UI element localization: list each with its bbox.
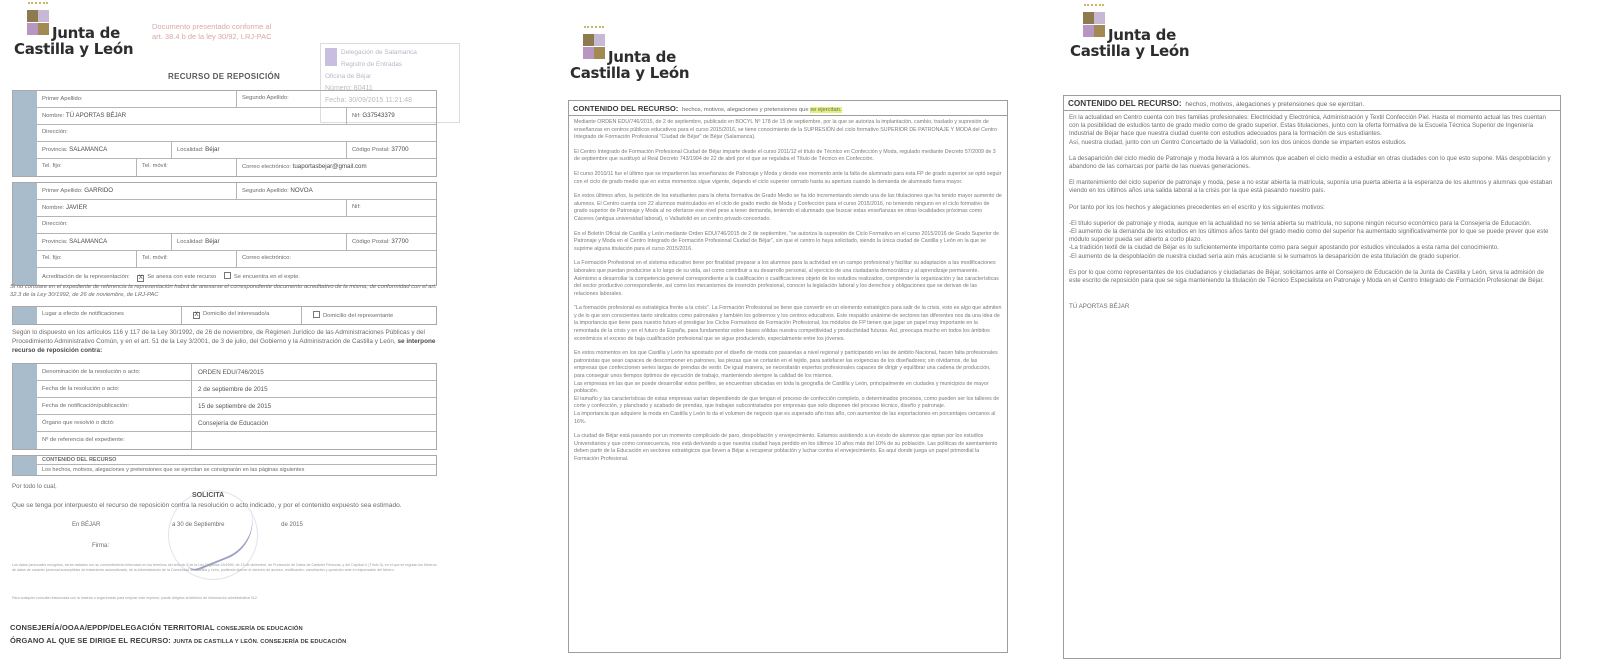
applicant-section	[12, 90, 437, 177]
logo-line-1: Junta de	[1108, 26, 1176, 44]
rep-first-surname[interactable]: Primer Apellido: GARRIDO	[37, 183, 237, 199]
junta-logo	[1070, 4, 1190, 64]
content-box	[568, 100, 1008, 653]
paragraph: La ciudad de Béjar está pasando por un momento complicado de paro, despoblación y envejecimiento. Estamos asistiendo a un éxodo de alumnos que optan por los estudios Universitarios y que como consecuencia, nos está derivando a que nuestra ciudad haya perdido en los últimos 10 años más del 10% de su población. Las políticas de asentamiento deben partir de la Educación en sectores estratégicos que lleven a Béjar a recuperar población y luchar contra el envejecimiento. Es aquí donde juega un papel primordial la Formación Profesional.	[574, 433, 998, 462]
paragraph: El tamaño y las características de estas empresas varían dependiendo de que tengan el proceso de confección completo, o determinados procesos, como pueden ser los talleres de corte y confección, y planchado y acabado de prendas, que trabajan subcontratados por empresas que solo disponen del proceso técnico, diseño y patronaje.	[574, 395, 1000, 410]
registry-line-2: Registro de Entradas	[341, 61, 403, 68]
logo-line-2: Castilla y León	[1070, 42, 1190, 60]
notify-rep-option[interactable]: Domicilio del representante	[302, 307, 436, 324]
content-text: Los hechos, motivos, alegaciones y pretensiones que se ejercitan se consignarán en las páginas siguientes	[42, 467, 305, 473]
registry-crest-icon	[325, 48, 337, 66]
paragraph: Por tanto por los los hechos y alegaciones precedentes en el escrito y los siguientes motivos:	[1069, 203, 1325, 211]
paragraph: La desaparición del ciclo medio de Patronaje y moda llevará a los alumnos que acaben el ciclo medio a estudiar en otras ciudades con lo que esto supone. Más despoblación y abandono de las comarcas por parte de las nuevas generaciones.	[1069, 154, 1551, 171]
highlighted-text: se ejercitan.	[810, 107, 842, 113]
resolution-row: Denominación de la resolución o acto: ORDEN EDU/746/2015	[37, 364, 436, 381]
paragraph: La Formación Profesional en el sistema educativo tiene por finalidad preparar a los alumnos para la actividad en un campo profesional y facilitar su adaptación a las modificaciones laborales que puedan producirse a lo largo de su vida, así como contribuir a su desarrollo personal, al ejercicio de una ciudadanía democrática y al aprendizaje permanente. Asimismo a desarrollar la competencia general correspondiente a la cualificación o cualificaciones objeto de los estudios realizados, comprender la organización y las características del sector productivo correspondiente, así como los mecanismos de inserción profesional, conocer la legislación laboral y los derechos y obligaciones que se derivan de las relaciones laborales.	[574, 260, 999, 297]
coat-of-arms-icon	[582, 26, 606, 62]
registry-line-3: Oficina de Béjar	[325, 73, 372, 80]
applicant-mobile[interactable]: Tel. móvil:	[137, 159, 237, 176]
resolution-name-field[interactable]: ORDEN EDU/746/2015	[198, 369, 264, 376]
legal-basis-text: Según lo dispuesto en los artículos 116 y 117 de la Ley 30/1992, de 26 de noviembre, de Régimen Jurídico de las Administraciones Públicas y del Procedimiento Administrativo Común, y en el art. 51 de la Ley 3/2001, de 3 de julio, del Gobierno y la Administración de Castilla y León, se interpone recurso de reposición contra:	[12, 329, 436, 354]
list-item: -El aumento de la demanda de los estudios en los últimos años tanto del grado medio como del superior ha aumentado significativamente por lo que se puede prever que este módulo superior pueda ser abierto a corto plazo.	[1069, 228, 1549, 244]
privacy-notice: Los datos personales recogidos, serán tratados con su consentimiento informado en los términos del artículo 5 de la Ley Orgánica 15/1999, de 13 de diciembre, de Protección de Datos de Carácter Personal, y del Capítulo II (Título II), en el que se regulan los ficheros de datos de carácter personal susceptibles de tratamiento automatizado, de la Administración de la Comunidad de Castilla y León, pudiendo ejercer el derecho de acceso, rectificación, cancelación y oposición ante el responsable del fichero.	[12, 563, 437, 572]
solicita-heading: SOLICITA	[192, 492, 225, 499]
paragraph: El curso 2010/11 fue el último que se impartieron las enseñanzas de Patronaje y Moda y desde ese momento ante la falta de alumnado para esta FP de grado superior se optó seguir con el ciclo de grado medio que en estos momentos sigue vigente, dejando el ciclo superior cerrado hasta su apertura cuando la demanda de alumnado fuera mayor.	[574, 170, 1002, 185]
paragraph: "La formación profesional es estratégica frente a la crisis". La Formación Profesional se tiene que convertir en un elemento estratégico para salir de la crisis, esto es algo que admiten y de lo que son conscientes tanto sindicatos como patronales y también los gobiernos y los centros educativos. Este respaldo unánime de sectores tan diferentes nos da una idea de la importancia que tiene para nuestro futuro el prestigiar los Ciclos Formativos de Formación Profesional, los módulos de FP tienen que jugar un papel muy importante en la remontada de la crisis y en el futuro de España, para fundamentar sobre bases sólidas nuestra competitividad y productividad futuras. Así, preocupa mucho en todos los ámbitos económicos el exceso de baja cualificación profesional que se sigue produciendo, especialmente entre los jóvenes.	[574, 305, 1002, 342]
paragraph: En el Boletín Oficial de Castilla y León mediante Orden EDU/746/2015 de 2 de septiembre, "se autoriza la supresión de Ciclo Formativo en el curso 2015/2016 de Grado Superior de Patronaje y Moda en el Centro Integrado de Formación Profesional Ciudad de Béjar", sin que el centro lo haya solicitado, siendo la única ciudad de Castilla y León en la que se suprime alguna titulación para el curso 2015/2016.	[574, 230, 999, 252]
applicant-address[interactable]: Dirección:	[42, 129, 68, 135]
registry-number: Número: 80411	[325, 85, 373, 92]
page-2-content	[560, 0, 1010, 659]
applicant-landline[interactable]: Tel. fijo:	[37, 159, 137, 176]
rep-email[interactable]: Correo electrónico:	[242, 255, 291, 261]
recipient-footer: CONSEJERÍA/OOAA/EPDP/DELEGACIÓN TERRITORIAL CONSEJERÍA DE EDUCACIÓN ÓRGANO AL QUE SE DIRIGE EL RECURSO: JUNTA DE CASTILLA Y LEÓN. CONSEJERÍA DE EDUCACIÓN	[10, 623, 347, 645]
paragraph: En estos últimos años, la petición de los estudiantes para la oferta formativa de Grado Medio se ha ido incrementando siendo una de las titulaciones que ha tenido mayor aumento de alumnos. El Centro cuenta con 22 alumnos matriculados en el ciclo de grado medio de Moda y Confección para el curso 2015/2016, no teniendo ninguno en el ciclo formativo de grado superior de Patronaje y Moda al no ofertarse ese nivel pese a tener demanda, teniendo el alumnado que buscar estas enseñanzas en otras localidades próximas como Cáceres (antigua universidad laboral), o Valladolid en un centro privado concertado.	[574, 193, 1002, 222]
content-body	[1064, 111, 1560, 311]
content-header: CONTENIDO DEL RECURSO: hechos, motivos, alegaciones y pretensiones que se ejercitan.	[569, 101, 1007, 116]
applicant-province[interactable]: Provincia: SALAMANCA	[37, 142, 172, 158]
applicant-locality[interactable]: Localidad: Béjar	[172, 142, 347, 158]
registry-date: Fecha: 30/09/2015 11:21:48	[325, 97, 413, 104]
solicita-text: Que se tenga por interpuesto el recurso de reposición contra la resolución o acto indicado, y por el contenido expuesto sea estimado.	[12, 502, 402, 509]
applicant-postcode[interactable]: Código Postal: 37700	[352, 146, 409, 153]
section-side-label	[13, 183, 37, 285]
applicant-name[interactable]: Nombre: TÚ APORTAS BÉJAR	[37, 108, 347, 124]
representation-note: Si no constare en el expediente de referencia la representación habrá de anexarse el correspondiente documento acreditativo de la misma, de conformidad con el art. 32.3 de la Ley 30/1992, de 26 de noviembre, de LRJ-PAC	[10, 284, 437, 298]
resolution-section	[12, 363, 437, 450]
section-side-label	[13, 91, 37, 176]
checkbox-rep-address[interactable]	[313, 311, 320, 318]
signature-label: Firma:	[92, 543, 109, 549]
submission-stamp: Documento presentado conforme al art. 38.4 b de la ley 30/92, LRJ-PAC	[152, 22, 272, 41]
applicant-second-surname[interactable]: Segundo Apellido:	[242, 95, 289, 101]
help-notice: Para cualquier consulta relacionada con la materia o sugerencias para mejorar este impreso, puede dirigirse al teléfono de información administrativa 012.	[12, 596, 258, 600]
applicant-first-surname[interactable]: Primer Apellido:	[37, 91, 237, 107]
paragraph: En estos momentos en los que Castilla y León ha apostado por el diseño de moda con pasarelas a nivel regional y participando en las de ámbito Nacional, hacen falta profesionales patronistas que sean capaces de descomponer en patrones, las piezas que se cortarán en el tejido, para satisfacer las exigencias de los diseñadores; sin olvidarnos, de las empresas que confeccionen series largas de prendas de vestir. De igual manera, se necesitarán expertos profesionales capaces de dirigir y equilibrar una cadena de producción, para conseguir unos tiempos óptimos de ejecución de trabajo, manteniendo siempre la calidad de los mismos.	[574, 350, 998, 380]
content-title: CONTENIDO DEL RECURSO	[42, 457, 117, 463]
content-header: CONTENIDO DEL RECURSO: hechos, motivos, alegaciones y pretensiones que se ejercitan.	[1064, 96, 1560, 111]
paragraph: El mantenimiento del ciclo superior de patronaje y moda, pese a no estar abierta la matrícula, suponía una puerta abierta a la esperanza de los alumnos y alumnas que estaban viendo en los últimos años una salida laboral a la crisis por la que está pasando nuestro país.	[1069, 179, 1553, 195]
rep-mobile[interactable]: Tel. móvil:	[137, 251, 237, 267]
paragraph: En la actualidad en Centro cuenta con tres familias profesionales: Electricidad y Electrónica, Administración y Textil Confección Piel. Hasta el momento actual las tres cuentan con la posibilidad de estudios tanto de grado medio como de grado superior. Estas titulaciones, junto con la oferta formativa de la Escuela Técnica Superior de Ingeniería Industrial de Béjar hace que nuestra ciudad cuente con estudios adecuados para la formación de sus estudiantes.	[1069, 114, 1546, 138]
publication-date-field[interactable]: 15 de septiembre de 2015	[198, 403, 272, 410]
list-item: -La tradición textil de la ciudad de Béjar es lo suficientemente importante como para seguir apostando por estudios vinculados a esta rama del conocimiento.	[1069, 244, 1499, 252]
resolution-row: Fecha de notificación/publicación: 15 de septiembre de 2015	[37, 398, 436, 415]
content-box	[1063, 95, 1561, 659]
page-3-content	[1068, 0, 1600, 659]
coat-of-arms-icon	[1082, 4, 1106, 40]
applicant-email[interactable]: Correo electrónico: tuaportasbejar@gmail.com	[242, 163, 367, 170]
resolution-row: Órgano que resolvió o dictó: Consejería de Educación	[37, 415, 436, 432]
representative-section	[12, 182, 437, 286]
checkbox-in-file[interactable]	[224, 272, 231, 279]
logo-line-2: Castilla y León	[14, 40, 134, 58]
logo-line-2: Castilla y León	[570, 64, 690, 82]
paragraph: Es por lo que como representantes de los ciudadanos y ciudadanas de Béjar, solicitamos ante el Consejero de Educación de la Junta de Castilla y León, sirva la admisión de este escrito de reposición para que se siga manteniendo la titulación de Técnico Especialista en Patronaje y Moda en el Centro Integrado de Formación Profesional de Béjar.	[1069, 268, 1545, 285]
applicant-nif[interactable]: Nif: G37543379	[352, 112, 395, 119]
registry-line-1: Delegación de Salamanca	[341, 49, 417, 56]
section-side-label	[13, 364, 37, 449]
resolution-row: Fecha de la resolución o acto: 2 de septiembre de 2015	[37, 381, 436, 398]
rep-name[interactable]: Nombre: JAVIER	[37, 200, 347, 216]
junta-logo	[570, 26, 690, 86]
por-todo-text: Por todo lo cual,	[12, 483, 57, 490]
logo-line-1: Junta de	[52, 24, 120, 42]
paragraph: Así, nuestra ciudad, junto con un Centro Concertado de la Valladolid, son los dos únicos donde se imparten estos estudios.	[1069, 138, 1407, 146]
list-item: -El título superior de patronaje y moda, aunque en la actualidad no se tenía abierta su matrícula, no supone ningún recurso económico para la Consejería de Educación.	[1069, 219, 1532, 227]
issuing-body-field[interactable]: Consejería de Educación	[198, 420, 269, 427]
paragraph: Mediante ORDEN EDU/746/2015, de 2 de septiembre, publicado en BOCYL Nº 178 de 15 de septiembre, por la que se autoriza la implantación, cambio, traslado y supresión de enseñanzas en centros públicos educativos para el curso 2015/2016, se tiene conocimiento de la SUPRESIÓN del ciclo formativo SUPERIOR DE PATRONAJE Y MODA del Centro Integrado de Formación Profesional "Ciudad de Béjar" de Béjar (Salamanca).	[574, 119, 997, 141]
rep-address[interactable]: Dirección:	[42, 221, 68, 227]
section-side-label	[13, 456, 37, 475]
section-side-label	[13, 307, 37, 324]
logo-line-1: Junta de	[608, 48, 676, 66]
rep-landline[interactable]: Tel. fijo:	[37, 251, 137, 267]
rep-accreditation: Acreditación de la representación: X Se anexa con este recurso Se encuentra en el expte.	[42, 274, 300, 281]
rep-province[interactable]: Provincia: SALAMANCA	[37, 234, 172, 250]
rep-second-surname[interactable]: Segundo Apellido: NOVOA	[242, 187, 313, 194]
place-date-line: En BÉJAR a 30 de Septiembre de 2015	[72, 522, 303, 528]
content-summary-section	[12, 455, 437, 476]
paragraph: Las empresas en las que se puede desarrollar estos perfiles, se encuentran ubicadas en toda la geografía de Castilla y León, principalmente en ciudades y municipios de mayor población.	[574, 380, 989, 395]
resolution-date-field[interactable]: 2 de septiembre de 2015	[198, 386, 268, 393]
notification-section	[12, 306, 437, 325]
list-item: -El aumento de la despoblación de nuestra ciudad sería aún más acuciante si le sumamos la desaparición de esta titulación de grado superior.	[1069, 252, 1461, 260]
file-reference-field[interactable]	[192, 432, 436, 449]
form-title: RECURSO DE REPOSICIÓN	[168, 72, 281, 81]
paragraph: La importancia que adquiere la moda en Castilla y León lo da el volumen de negocio que es superado año tras año, con aumentos de las exportaciones en porcentajes cercanos al 16%.	[574, 411, 996, 425]
coat-of-arms-icon	[26, 2, 50, 38]
rep-nif[interactable]: Nif:	[352, 204, 361, 210]
checkbox-attached[interactable]: X	[138, 275, 143, 281]
notification-label: Lugar a efecto de notificaciones	[37, 307, 182, 324]
rep-locality[interactable]: Localidad: Béjar	[172, 234, 347, 250]
checkbox-applicant-address[interactable]: X	[194, 312, 199, 318]
content-body	[569, 116, 1007, 464]
page-1-form	[0, 0, 450, 659]
paragraph: El Centro Integrado de Formación Profesional Ciudad de Béjar imparte desde el curso 2011/12 el título de Técnico en Confección y Moda, regulado mediante Decreto 57/2009 de 3 de septiembre que sustituyó al Real Decreto 743/1994 de 22 de abril por el que se regulaba el Título de Técnico en Confección.	[574, 148, 996, 163]
resolution-row: Nº de referencia del expediente:	[37, 432, 436, 449]
junta-logo	[14, 2, 134, 62]
rep-postcode[interactable]: Código Postal: 37700	[352, 238, 409, 245]
notify-applicant-option[interactable]: X Domicilio del interesado/a	[182, 307, 302, 324]
signatory: TÚ APORTAS BÉJAR	[1069, 303, 1130, 311]
